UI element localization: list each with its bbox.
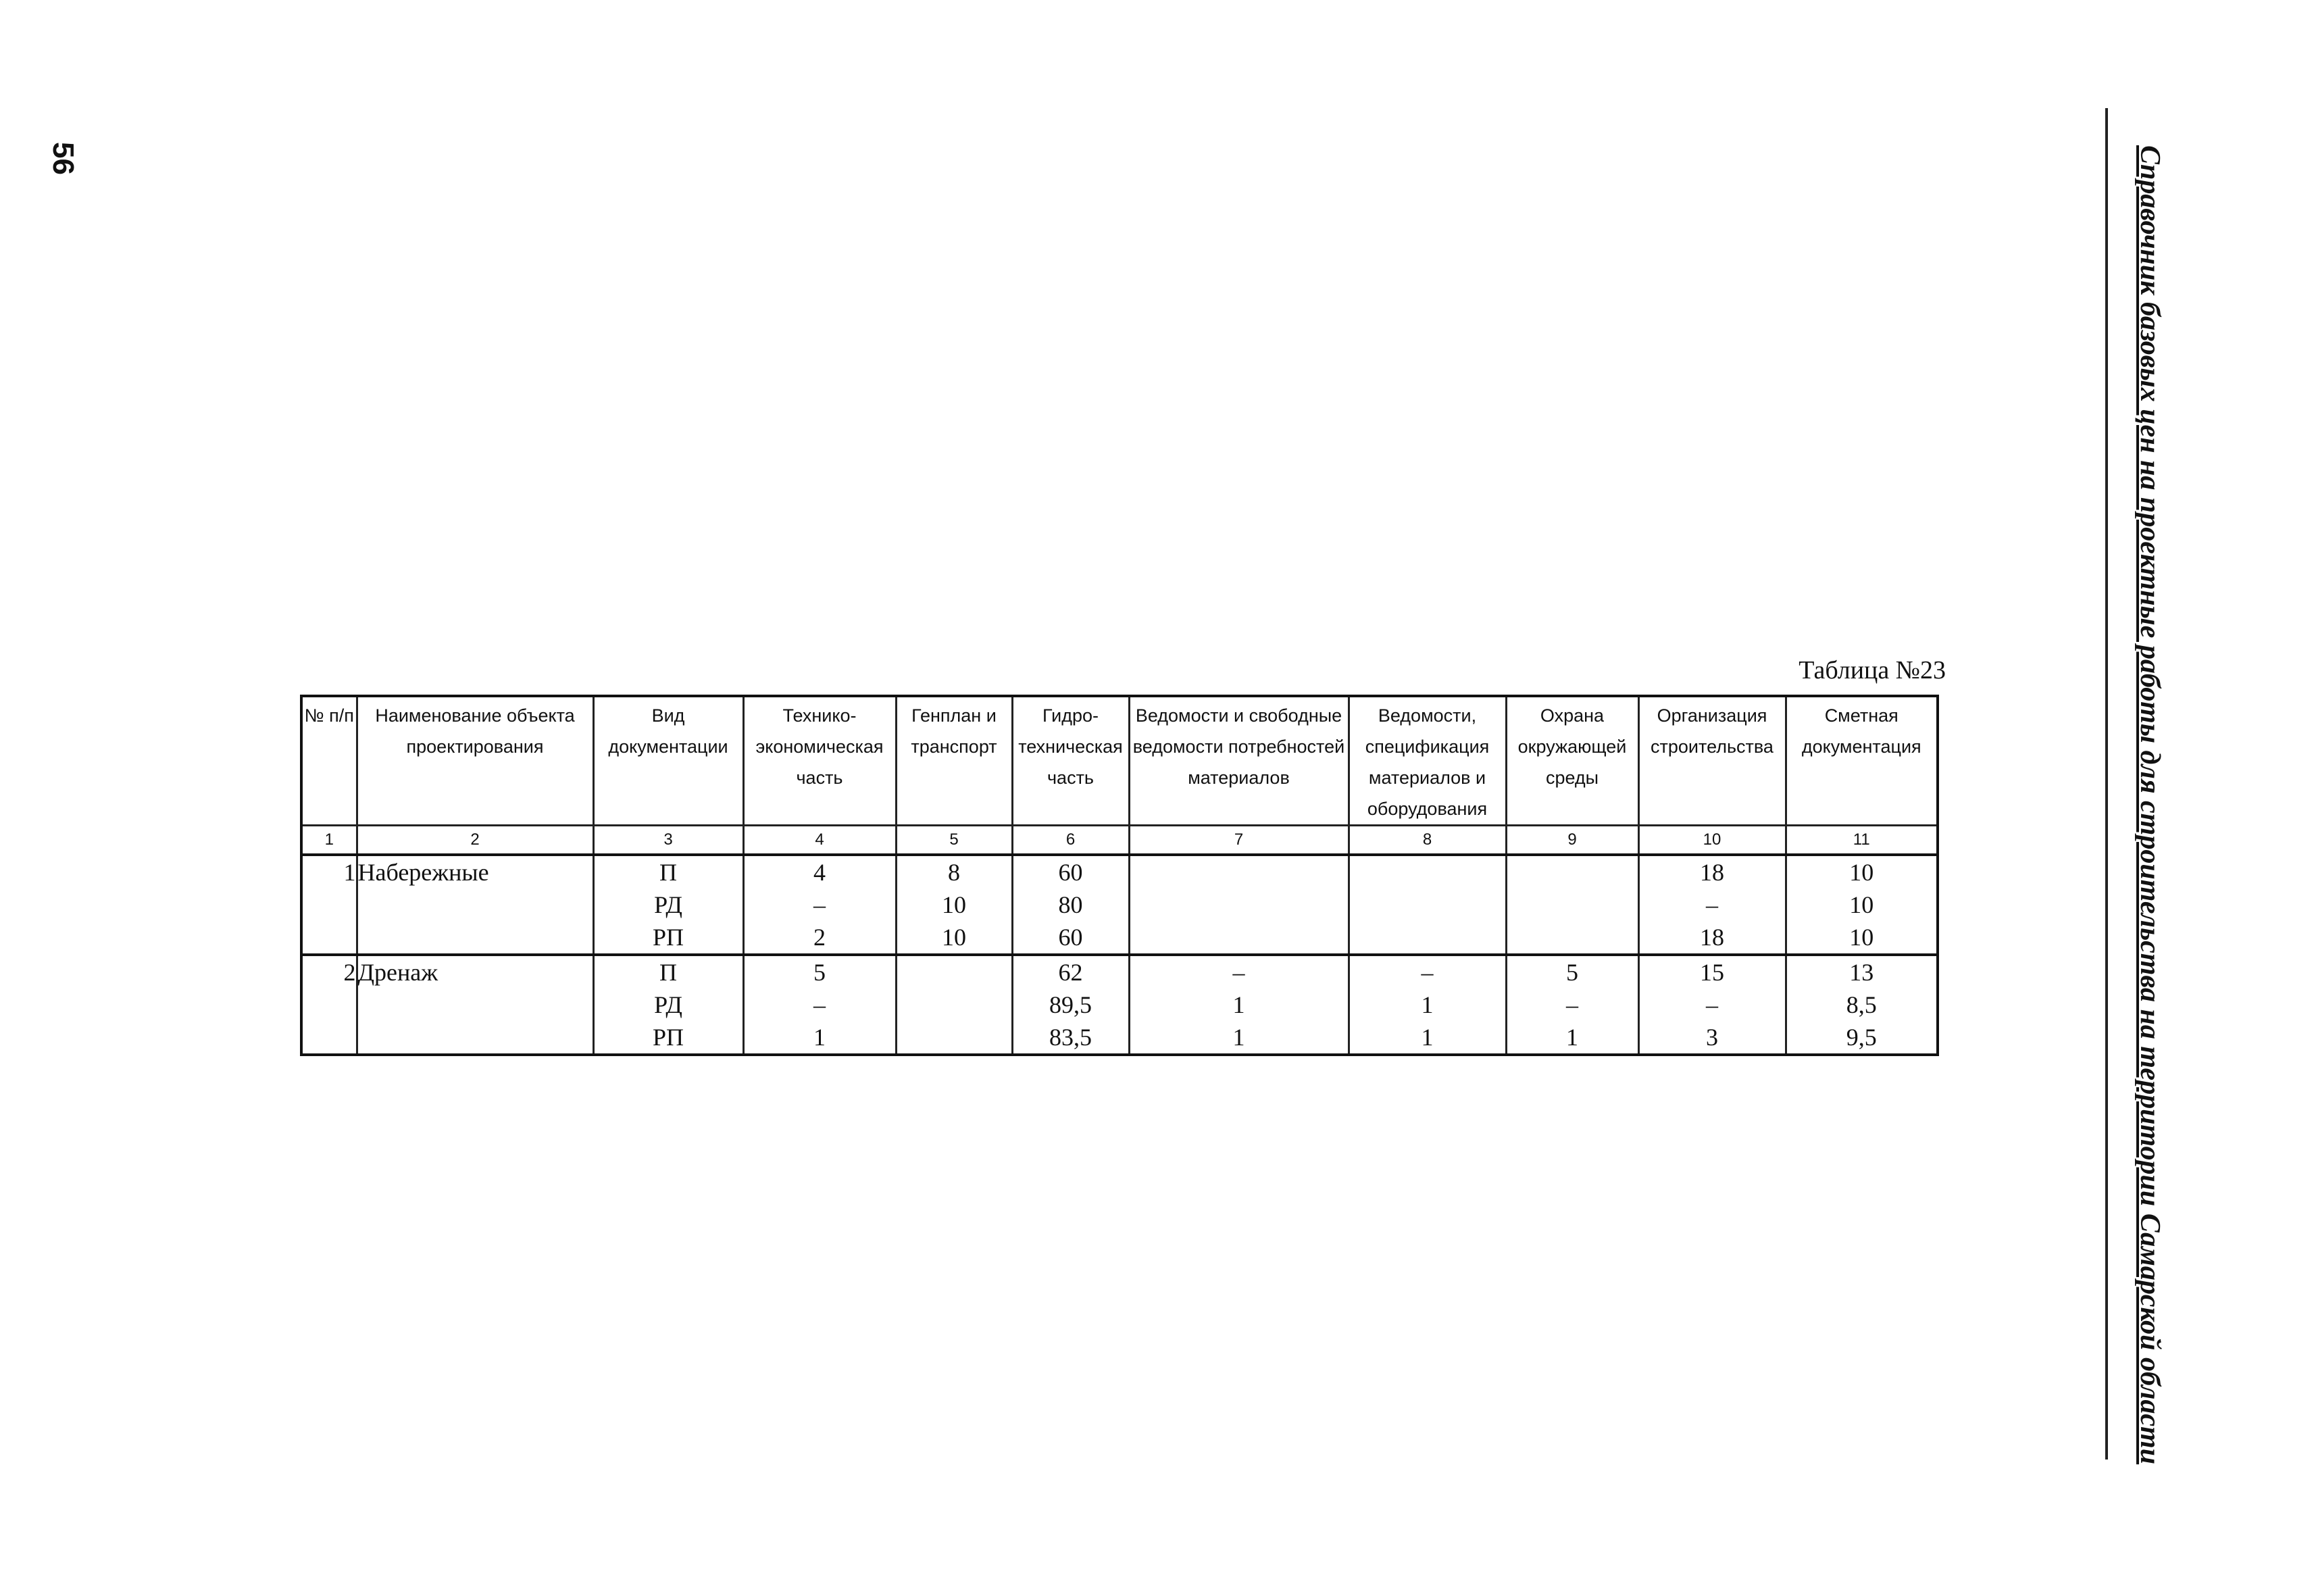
value-cell (743, 855, 896, 955)
table-body (301, 855, 1938, 1055)
value-cell (1012, 955, 1129, 1055)
cell-value: 3 (1706, 1024, 1718, 1051)
cell-value: 9,5 (1846, 1024, 1877, 1051)
value-cell (1129, 855, 1349, 955)
cell-value: РД (654, 891, 682, 918)
table-header-row (301, 696, 1938, 826)
header-cell: Генплан и транспорт (896, 696, 1012, 826)
cell-value: РП (652, 1024, 684, 1051)
cell-value (897, 989, 1011, 1021)
column-number: 2 (357, 826, 593, 855)
cell-value: 1 (1232, 991, 1245, 1018)
header-cell: Наименование объекта проектирования (357, 696, 593, 826)
cell-value: 10 (942, 924, 966, 951)
cell-value: – (813, 991, 826, 1018)
cell-value: П (659, 859, 677, 886)
price-table (300, 695, 1939, 1056)
column-number: 8 (1349, 826, 1506, 855)
cell-value: 13 (1849, 959, 1874, 986)
cell-value (1130, 889, 1348, 921)
cell-value: – (1232, 959, 1245, 986)
cell-value (1350, 856, 1505, 889)
table-row (301, 955, 1938, 1055)
cell-value: 10 (1849, 924, 1874, 951)
column-number: 6 (1012, 826, 1129, 855)
value-cell (1012, 855, 1129, 955)
cell-value (1350, 921, 1505, 953)
cell-value: 8,5 (1846, 991, 1877, 1018)
cell-value (1130, 856, 1348, 889)
cell-value: 60 (1058, 859, 1083, 886)
cell-value: РД (654, 991, 682, 1018)
value-cell (1506, 955, 1638, 1055)
cell-value: 1 (1421, 991, 1434, 1018)
value-cell (1786, 855, 1938, 955)
value-cell (1349, 855, 1506, 955)
value-cell (1638, 955, 1786, 1055)
column-number: 4 (743, 826, 896, 855)
column-number-row (301, 826, 1938, 855)
column-number: 10 (1638, 826, 1786, 855)
column-number: 1 (301, 826, 357, 855)
cell-value (1507, 889, 1638, 921)
cell-value: – (1566, 991, 1578, 1018)
cell-value (1507, 921, 1638, 953)
cell-value: П (659, 959, 677, 986)
header-cell: Ведомости и свободные ведомости потребностей материалов (1129, 696, 1349, 826)
value-cell (1786, 955, 1938, 1055)
value-cell (896, 955, 1012, 1055)
value-cell (1129, 955, 1349, 1055)
cell-value (897, 1021, 1011, 1053)
column-number: 11 (1786, 826, 1938, 855)
cell-value: – (1706, 891, 1718, 918)
cell-value: 10 (1849, 859, 1874, 886)
cell-value: 5 (1566, 959, 1578, 986)
value-cell (896, 855, 1012, 955)
cell-value: 18 (1700, 924, 1724, 951)
cell-value (1350, 889, 1505, 921)
cell-value: – (813, 891, 826, 918)
row-number-cell: 2 (301, 955, 357, 1055)
row-number-cell: 1 (301, 855, 357, 955)
cell-value: 18 (1700, 859, 1724, 886)
value-cell (1506, 855, 1638, 955)
value-cell (743, 955, 896, 1055)
page-number: 56 (47, 142, 80, 175)
header-cell: Сметная документация (1786, 696, 1938, 826)
cell-value: 15 (1700, 959, 1724, 986)
column-number: 3 (593, 826, 743, 855)
cell-value: – (1706, 991, 1718, 1018)
running-title (2105, 108, 2182, 1465)
cell-value: РП (652, 924, 684, 951)
cell-value: 1 (1566, 1024, 1578, 1051)
cell-value (1130, 921, 1348, 953)
header-cell: Охрана окружающей среды (1506, 696, 1638, 826)
cell-value: 1 (1421, 1024, 1434, 1051)
cell-value: 62 (1058, 959, 1083, 986)
object-name-cell: Дренаж (357, 955, 593, 1055)
header-cell: Ведомости, спецификация материалов и оборудования (1349, 696, 1506, 826)
cell-value: 60 (1058, 924, 1083, 951)
header-cell: № п/п (301, 696, 357, 826)
running-title-text: Справочник базовых цен на проектные работы для строительства на территории Самарской области (2134, 145, 2165, 1465)
column-number: 7 (1129, 826, 1349, 855)
cell-value: – (1421, 959, 1434, 986)
header-cell: Вид документации (593, 696, 743, 826)
table-caption: Таблица №23 (1799, 656, 1946, 684)
cell-value (897, 956, 1011, 989)
header-cell: Гидро-техническая часть (1012, 696, 1129, 826)
cell-value: 89,5 (1049, 991, 1092, 1018)
cell-value: 4 (813, 859, 826, 886)
value-cell (1349, 955, 1506, 1055)
cell-value: 1 (1232, 1024, 1245, 1051)
cell-value: 8 (948, 859, 960, 886)
cell-value (1507, 856, 1638, 889)
cell-value: 2 (813, 924, 826, 951)
object-name-cell: Набережные (357, 855, 593, 955)
value-cell (593, 955, 743, 1055)
value-cell (593, 855, 743, 955)
cell-value: 83,5 (1049, 1024, 1092, 1051)
header-cell: Организация строительства (1638, 696, 1786, 826)
cell-value: 80 (1058, 891, 1083, 918)
table-row (301, 855, 1938, 955)
cell-value: 1 (813, 1024, 826, 1051)
cell-value: 5 (813, 959, 826, 986)
value-cell (1638, 855, 1786, 955)
column-number: 9 (1506, 826, 1638, 855)
cell-value: 10 (942, 891, 966, 918)
column-number: 5 (896, 826, 1012, 855)
cell-value: 10 (1849, 891, 1874, 918)
header-cell: Технико-экономическая часть (743, 696, 896, 826)
